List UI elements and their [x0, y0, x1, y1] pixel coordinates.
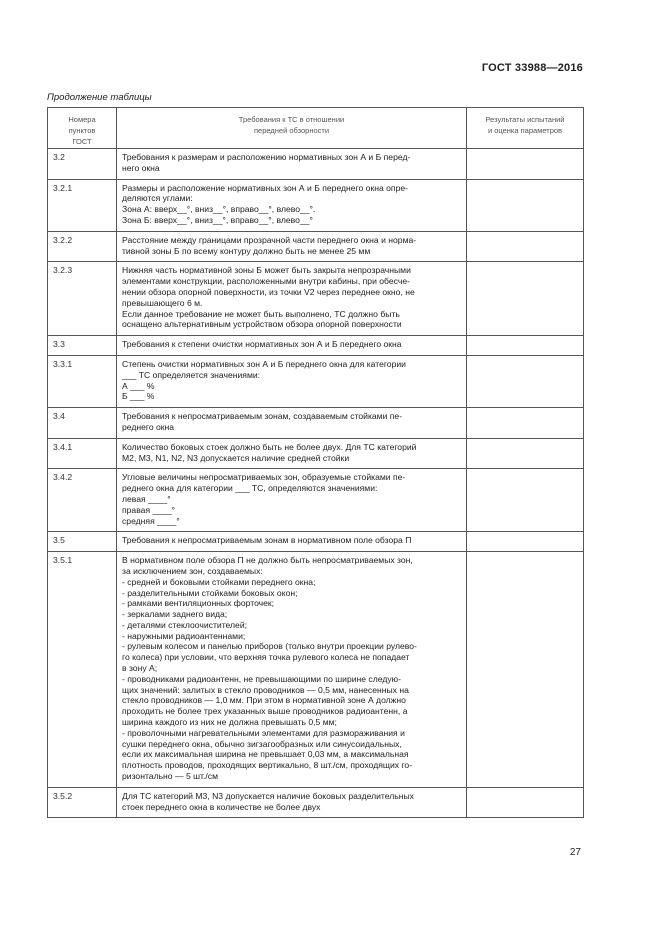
clause-number: 3.3.1: [48, 355, 117, 407]
table-row: [48, 532, 584, 552]
page-number: 27: [569, 847, 581, 858]
result-cell: [467, 336, 584, 356]
requirement-text: Размеры и расположение нормативных зон А и Б переднего окна опре- деляются углами: Зона А: вверх__°, вниз__°, вправо__°, влево__°. Зона Б: вверх__°, вниз__°, вправо__°, влево__°: [117, 179, 467, 231]
continuation-label: Продолжение таблицы: [47, 92, 152, 103]
requirement-text: Угловые величины непросматриваемых зон, образуемые стойками пе- реднего окна для категории ___ ТС, определяются значениями: левая ____° правая ____° средняя ____°: [117, 469, 467, 532]
result-cell: [467, 469, 584, 532]
result-cell: [467, 231, 584, 262]
result-cell: [467, 787, 584, 818]
header-results: Результаты испытаний и оценка параметров: [467, 108, 584, 149]
requirement-text: В нормативном поле обзора П не должно быть непросматриваемых зон, за исключением зон, создаваемых: - средней и боковыми стойками переднего окна; - разделительными стойками боковых окон; - рамками вентиляционных форточек; - зеркалами заднего вида; - деталями стеклоочистителей; - наружными радиоантеннами; - рулевым колесом и панелью приборов (только внутри проекции рулево- го колеса) при условии, что верхняя точка рулевого колеса не попадает в зону А; - проводниками радиоантенн, не превышающими по ширине следую- щих значений: залитых в стекло проводников — 0,5 мм, нанесенных на стекло проводников — 1,0 мм. При этом в нормативной зоне А должно проходить не более трех указанных выше проводников радиоантенн, а ширина каждого из них не должна превышать 0,5 мм; - проволочными нагревательными элементами для размораживания и сушки переднего окна, обычно зигзагообразных или синусоидальных, если их максимальная ширина не превышает 0,03 мм, а максимальная плотность проводов, проходящих вертикально, 8 шт./см, проходящих го- ризонтально — 5 шт./см: [117, 552, 467, 788]
requirement-text: Количество боковых стоек должно быть не более двух. Для ТС категорий M2, M3, N1, N2, N3 допускается наличие средней стойки: [117, 438, 467, 469]
requirement-text: Расстояние между границами прозрачной части переднего окна и норма- тивной зоны Б по всему контуру должно быть не менее 25 мм: [117, 231, 467, 262]
clause-number: 3.2: [48, 149, 117, 180]
table-row: [48, 149, 584, 180]
table-row: [48, 438, 584, 469]
result-cell: [467, 408, 584, 439]
table-header-row: [48, 108, 584, 149]
requirements-table: [47, 107, 584, 818]
table-row: [48, 787, 584, 818]
table-row: [48, 552, 584, 788]
result-cell: [467, 438, 584, 469]
requirement-text: Степень очистки нормативных зон А и Б переднего окна для категории ___ ТС определяется значениями: А ___ % Б ___ %: [117, 355, 467, 407]
document-id: ГОСТ 33988—2016: [481, 62, 583, 74]
clause-number: 3.2.3: [48, 262, 117, 336]
table-row: [48, 336, 584, 356]
table-row: [48, 179, 584, 231]
clause-number: 3.3: [48, 336, 117, 356]
table-row: [48, 408, 584, 439]
requirement-text: Нижняя часть нормативной зоны Б может быть закрыта непрозрачными элементами конструкции, расположенными внутри кабины, при обесче- нении обзора опорной поверхности, из точки V2 через переднее окно, не превышающего 6 м. Если данное требование не может быть выполнено, ТС должно быть оснащено альтернативным устройством обзора опорной поверхности: [117, 262, 467, 336]
result-cell: [467, 179, 584, 231]
clause-number: 3.4.2: [48, 469, 117, 532]
clause-number: 3.2.1: [48, 179, 117, 231]
result-cell: [467, 262, 584, 336]
table-row: [48, 469, 584, 532]
requirement-text: Требования к непросматриваемым зонам в нормативном поле обзора П: [117, 532, 467, 552]
result-cell: [467, 355, 584, 407]
result-cell: [467, 149, 584, 180]
clause-number: 3.5.2: [48, 787, 117, 818]
clause-number: 3.4.1: [48, 438, 117, 469]
clause-number: 3.5.1: [48, 552, 117, 788]
requirement-text: Требования к степени очистки нормативных зон А и Б переднего окна: [117, 336, 467, 356]
table-row: [48, 231, 584, 262]
clause-number: 3.5: [48, 532, 117, 552]
requirement-text: Требования к непросматриваемым зонам, создаваемым стойками пе- реднего окна: [117, 408, 467, 439]
result-cell: [467, 552, 584, 788]
header-clause-numbers: Номера пунктов ГОСТ: [48, 108, 117, 149]
table-row: [48, 355, 584, 407]
header-requirements: Требования к ТС в отношении передней обзорности: [117, 108, 467, 149]
result-cell: [467, 532, 584, 552]
table-row: [48, 262, 584, 336]
clause-number: 3.4: [48, 408, 117, 439]
clause-number: 3.2.2: [48, 231, 117, 262]
requirement-text: Требования к размерам и расположению нормативных зон А и Б перед- него окна: [117, 149, 467, 180]
requirement-text: Для ТС категорий M3, N3 допускается наличие боковых разделительных стоек переднего окна в количестве не более двух: [117, 787, 467, 818]
